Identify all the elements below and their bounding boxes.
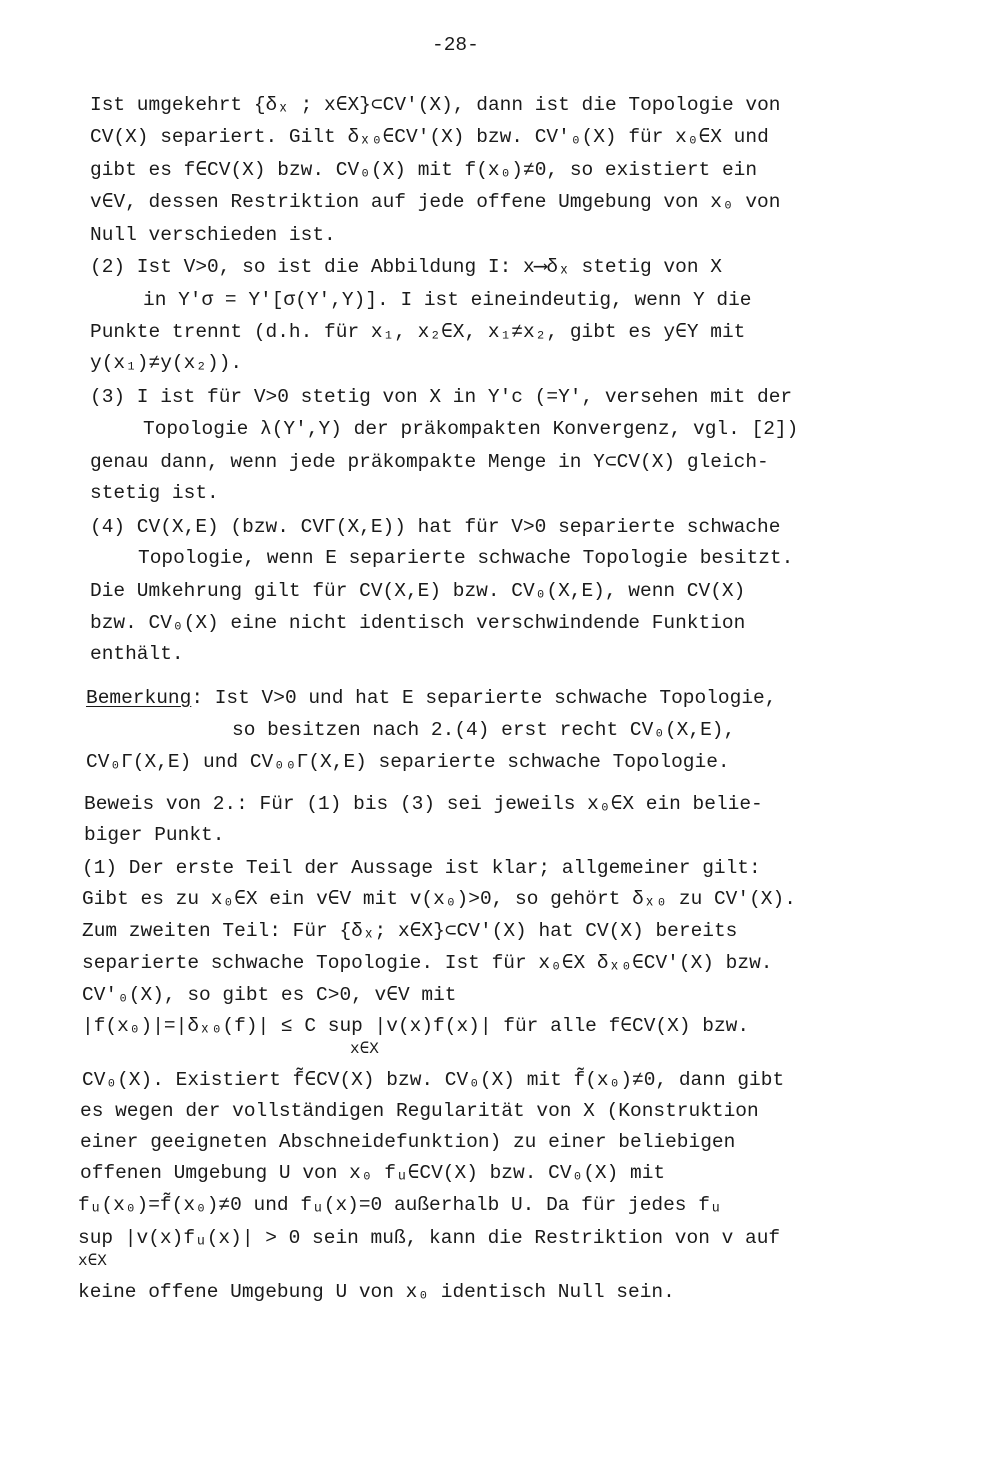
text-line: genau dann, wenn jede präkompakte Menge in Y⊂CV(X) gleich- [90,451,769,473]
text-line: biger Punkt. [84,824,225,846]
text-line: Topologie, wenn E separierte schwache Topologie besitzt. [138,547,794,569]
text-line: y(x₁)≠y(x₂)). [90,352,243,374]
remark-heading: Bemerkung [86,687,192,709]
text-line: (3) I ist für V>0 stetig von X in Y'c (=Y', versehen mit der [90,386,793,408]
text-line: keine offene Umgebung U von x₀ identisch Null sein. [78,1281,675,1303]
text-line: Null verschieden ist. [90,224,336,246]
text-line: (2) Ist V>0, so ist die Abbildung I: x⟶δₓ stetig von X [90,256,722,278]
text-line: Die Umkehrung gilt für CV(X,E) bzw. CV₀(X,E), wenn CV(X) [90,580,746,602]
text-line: CV(X) separiert. Gilt δₓ₀∈CV'(X) bzw. CV'₀(X) für x₀∈X und [90,126,769,148]
remark-line [86,686,776,710]
text-line: enthält. [90,643,184,665]
text-line: Punkte trennt (d.h. für x₁, x₂∈X, x₁≠x₂, gibt es y∈Y mit [90,321,746,343]
text-line: fᵤ(x₀)=f̃(x₀)≠0 und fᵤ(x)=0 außerhalb U. Da für jedes fᵤ [78,1194,722,1216]
page-number: -28- [432,34,479,56]
text-line: CV'₀(X), so gibt es C>0, v∈V mit [82,984,457,1006]
text-line: offenen Umgebung U von x₀ fᵤ∈CV(X) bzw. CV₀(X) mit [80,1162,666,1184]
text-line: Beweis von 2.: Für (1) bis (3) sei jeweils x₀∈X ein belie- [84,793,763,815]
text-line: CV₀Γ(X,E) und CV₀₀Γ(X,E) separierte schwache Topologie. [86,751,730,773]
text-line: Ist umgekehrt {δₓ ; x∈X}⊂CV'(X), dann ist die Topologie von [90,94,781,116]
formula-line: |f(x₀)|=|δₓ₀(f)| ≤ C sup |v(x)f(x)| für alle f∈CV(X) bzw. [82,1015,750,1037]
text-line: Topologie λ(Y',Y) der präkompakten Konvergenz, vgl. [2]) [143,418,799,440]
text-line: einer geeigneten Abschneidefunktion) zu einer beliebigen [80,1131,736,1153]
text-line: v∈V, dessen Restriktion auf jede offene Umgebung von x₀ von [90,191,781,213]
text-line: es wegen der vollständigen Regularität von X (Konstruktion [80,1100,759,1122]
text-line: so besitzen nach 2.(4) erst recht CV₀(X,E), [232,719,736,741]
text-line: gibt es f∈CV(X) bzw. CV₀(X) mit f(x₀)≠0, so existiert ein [90,159,758,181]
text-line: Zum zweiten Teil: Für {δₓ; x∈X}⊂CV'(X) hat CV(X) bereits [82,920,738,942]
text-line: separierte schwache Topologie. Ist für x₀∈X δₓ₀∈CV'(X) bzw. [82,952,773,974]
text-line: in Y'σ = Y'[σ(Y',Y)]. I ist eineindeutig, wenn Y die [143,289,752,311]
text-line: (4) CV(X,E) (bzw. CVΓ(X,E)) hat für V>0 separierte schwache [90,516,781,538]
text-line: Gibt es zu x₀∈X ein v∈V mit v(x₀)>0, so gehört δₓ₀ zu CV'(X). [82,888,796,910]
sup-subscript: x∈X [78,1252,107,1270]
sup-subscript: x∈X [350,1040,379,1058]
text-line: CV₀(X). Existiert f̃∈CV(X) bzw. CV₀(X) mit f̃(x₀)≠0, dann gibt [82,1069,785,1091]
formula-line: sup |v(x)fᵤ(x)| > 0 sein muß, kann die Restriktion von v auf [78,1227,781,1249]
text-line: (1) Der erste Teil der Aussage ist klar; allgemeiner gilt: [82,857,761,879]
remark-text: : Ist V>0 und hat E separierte schwache Topologie, [191,687,777,709]
text-line: stetig ist. [90,482,219,504]
text-line: bzw. CV₀(X) eine nicht identisch verschwindende Funktion [90,612,746,634]
